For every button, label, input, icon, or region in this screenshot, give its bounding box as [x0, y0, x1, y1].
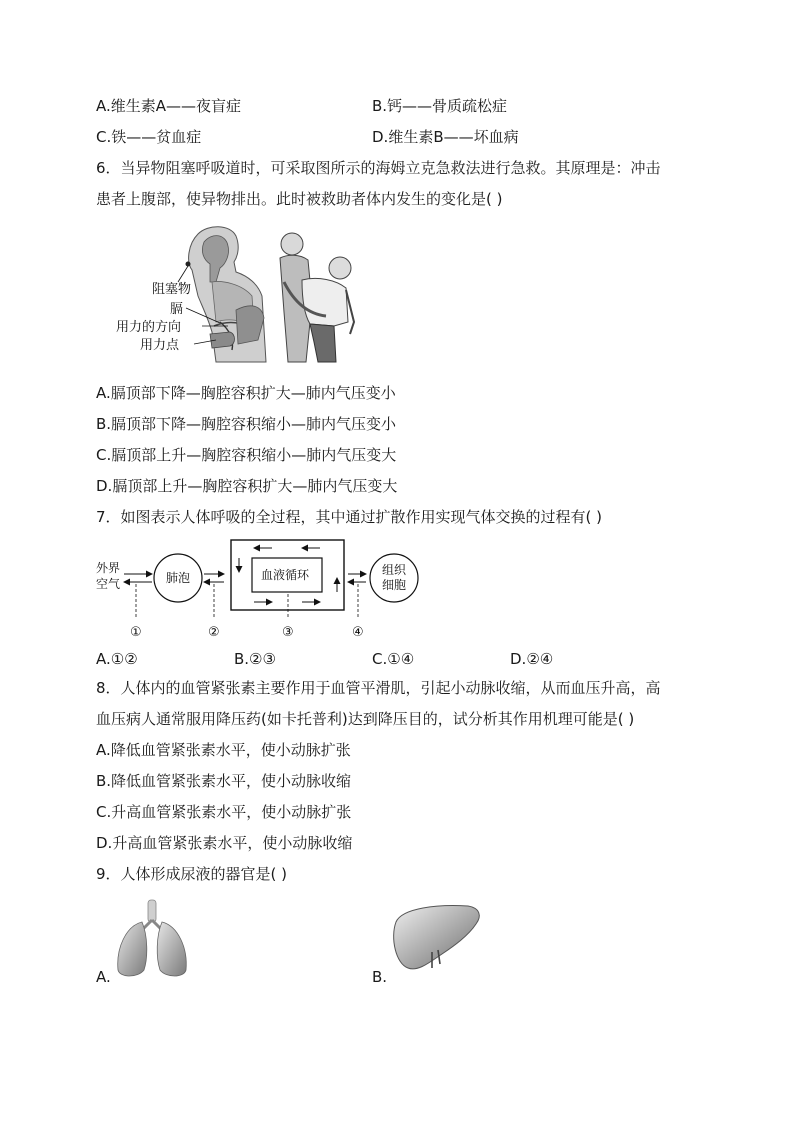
q8-option-d: D.升高血管紧张素水平，使小动脉收缩 [96, 834, 353, 852]
outside-air-label-2: 空气 [96, 577, 121, 591]
torso-cross-section [186, 227, 267, 362]
marker-1: ① [130, 625, 142, 640]
q7-option-d: D.②④ [510, 650, 554, 668]
q7-option-b: B.②③ [234, 650, 276, 668]
q5-option-c: C.铁——贫血症 [96, 128, 202, 146]
blood-circulation-label: 血液循环 [261, 568, 310, 582]
q6-stem-line1: 6．当异物阻塞呼吸道时，可采取图所示的海姆立克急救法进行急救。其原理是：冲击 [96, 159, 661, 177]
q5-option-d: D.维生素B——坏血病 [372, 128, 519, 146]
q6-stem-line2: 患者上腹部，使异物排出。此时被救助者体内发生的变化是( ) [96, 190, 503, 208]
tissue-cells-label-2: 细胞 [382, 578, 407, 592]
q9-option-a-label: A. [96, 968, 111, 986]
marker-3: ③ [282, 625, 294, 640]
figure-label-force-point: 用力点 [140, 338, 180, 353]
q8-stem-line1: 8．人体内的血管紧张素主要作用于血管平滑肌，引起小动脉收缩，从而血压升高，高 [96, 679, 661, 697]
outside-air-label-1: 外界 [96, 561, 121, 575]
q6-option-d: D.膈顶部上升—胸腔容积扩大—肺内气压变大 [96, 477, 398, 495]
q5-option-b: B.钙——骨质疏松症 [372, 97, 508, 115]
q7-stem: 7．如图表示人体呼吸的全过程，其中通过扩散作用实现气体交换的过程有( ) [96, 508, 603, 526]
marker-4: ④ [352, 625, 364, 640]
liver-image [388, 902, 484, 978]
figure-label-diaphragm: 膈 [170, 302, 184, 317]
figure-label-obstruction: 阻塞物 [152, 282, 192, 297]
marker-2: ② [208, 625, 220, 640]
q6-option-a: A.膈顶部下降—胸腔容积扩大—肺内气压变小 [96, 384, 396, 402]
respiration-process-diagram [94, 536, 424, 644]
q8-option-b: B.降低血管紧张素水平，使小动脉收缩 [96, 772, 352, 790]
q6-option-b: B.膈顶部下降—胸腔容积缩小—肺内气压变小 [96, 415, 397, 433]
q8-option-a: A.降低血管紧张素水平，使小动脉扩张 [96, 741, 351, 759]
q9-option-b-label: B. [372, 968, 388, 986]
lungs-image [112, 898, 192, 980]
heimlich-maneuver-figure [112, 222, 357, 367]
q7-option-c: C.①④ [372, 650, 415, 668]
q8-stem-line2: 血压病人通常服用降压药(如卡托普利)达到降压目的，试分析其作用机理可能是( ) [96, 710, 635, 728]
figure-label-force-direction: 用力的方向 [116, 320, 182, 335]
alveoli-label: 肺泡 [166, 571, 191, 585]
q6-option-c: C.膈顶部上升—胸腔容积缩小—肺内气压变大 [96, 446, 397, 464]
rescuer-and-patient [280, 233, 354, 362]
q8-option-c: C.升高血管紧张素水平，使小动脉扩张 [96, 803, 352, 821]
q9-stem: 9．人体形成尿液的器官是( ) [96, 865, 288, 883]
tissue-cells-label-1: 组织 [382, 563, 407, 577]
q5-option-a: A.维生素A——夜盲症 [96, 97, 242, 115]
q7-option-a: A.①② [96, 650, 138, 668]
